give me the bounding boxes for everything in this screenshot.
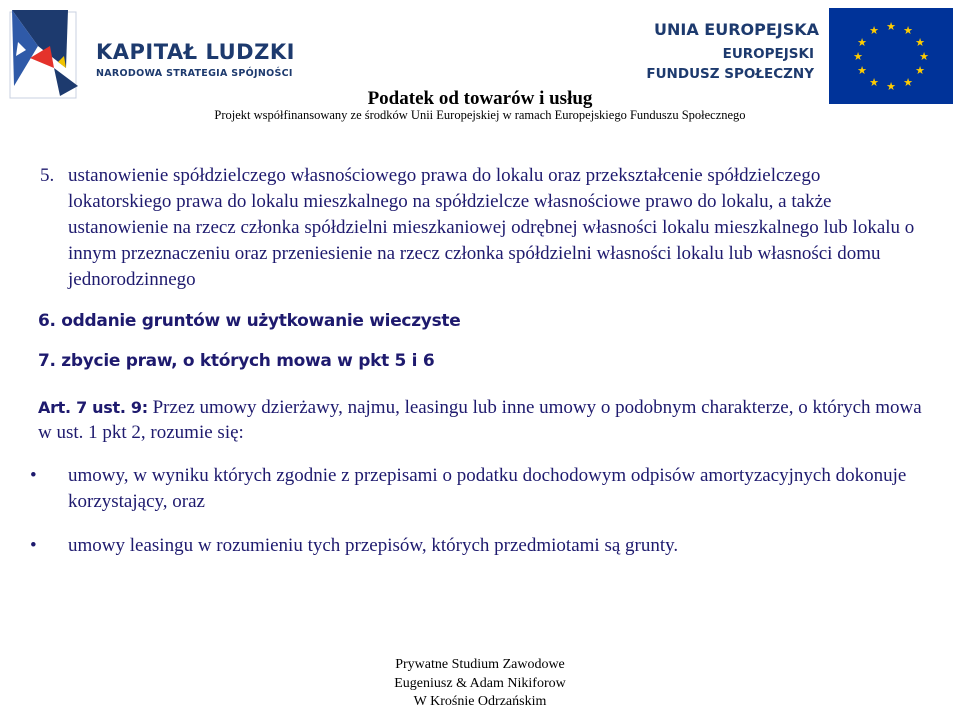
list-item-5 [40,163,920,293]
list-item-6: 6. oddanie gruntów w użytkowanie wieczyste [38,311,461,331]
svg-text:★: ★ [915,64,925,77]
svg-text:★: ★ [869,24,879,37]
bullet-icon: • [30,465,37,486]
ue-label: UNIA EUROPEJSKA [654,20,820,39]
efs-label-line2: FUNDUSZ SPOŁECZNY [646,66,814,82]
article-paragraph [38,395,938,445]
article-text: Przez umowy dzierżawy, najmu, leasingu lub inne umowy o podobnym charakterze, o których mowa w ust. 1 pkt 2, rozumie się: [38,397,922,443]
svg-text:★: ★ [857,36,867,49]
svg-text:★: ★ [919,50,929,63]
page-subtitle: Projekt współfinansowany ze środków Unii Europejskiej w ramach Europejskiego Funduszu Społecznego [214,108,746,122]
article-reference: Art. 7 ust. 9: [38,398,148,417]
efs-label-line1: EUROPEJSKI [722,46,814,62]
list-item-7: 7. zbycie praw, o których mowa w pkt 5 i 6 [38,351,435,371]
svg-text:★: ★ [886,20,896,33]
svg-text:★: ★ [903,76,913,89]
bullet-item-1 [30,463,930,515]
footer-line-2: Eugeniusz & Adam Nikiforow [394,676,566,691]
svg-text:★: ★ [853,50,863,63]
bullet-item-2 [30,533,930,559]
kapital-ludzki-subtitle: NARODOWA STRATEGIA SPÓJNOŚCI [96,68,293,79]
bullet-icon: • [30,535,37,556]
svg-text:★: ★ [869,76,879,89]
list-item-5-text: ustanowienie spółdzielczego własnościowego prawa do lokalu oraz przekształcenie spółdzielczego lokatorskiego prawa do lokalu mieszkalnego na spółdzielcze własnościowe prawo do lokalu, a także ustanowienie na rzecz członka spółdzielni mieszkaniowej odrębnej własności lokalu mieszkalnego lub lokalu o innym przeznaczeniu oraz przeniesienie na rzecz członka spółdzielni własności lokalu lub własności domu jednorodzinnego [68,165,915,290]
svg-text:★: ★ [886,80,896,93]
svg-text:★: ★ [903,24,913,37]
kapital-ludzki-title: KAPITAŁ LUDZKI [96,40,295,64]
bullet-item-1-text: umowy, w wyniku których zgodnie z przepisami o podatku dochodowym odpisów amortyzacyjnych dokonuje korzystający, oraz [68,465,907,512]
list-item-5-number: 5. [40,165,55,186]
footer-line-3: W Krośnie Odrzańskim [413,694,547,709]
footer-line-1: Prywatne Studium Zawodowe [395,657,565,672]
page-title: Podatek od towarów i usług [367,88,593,109]
svg-text:★: ★ [857,64,867,77]
bullet-item-2-text: umowy leasingu w rozumieniu tych przepisów, których przedmiotami są grunty. [68,535,679,556]
svg-text:★: ★ [915,36,925,49]
